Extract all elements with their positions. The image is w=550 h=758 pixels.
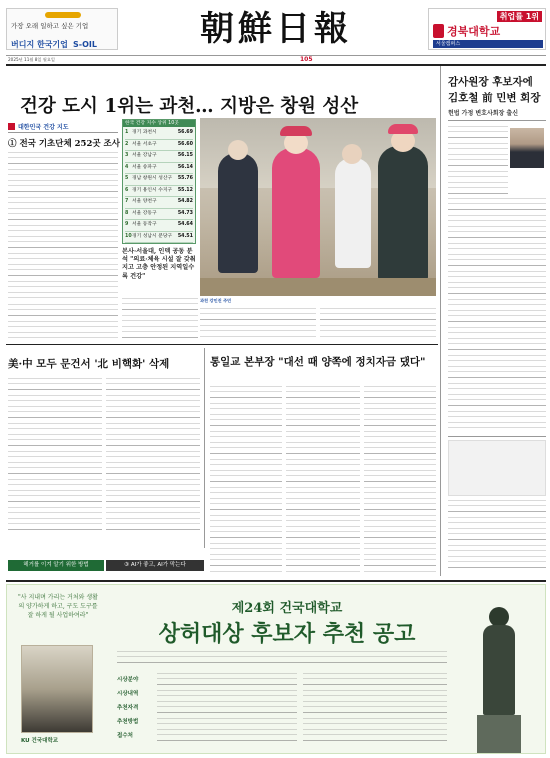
- ad-details-right: [303, 673, 447, 743]
- right-ad-top: 취업률 1위: [497, 11, 542, 22]
- ranking-name: 경남 창원시 성산구: [132, 176, 173, 181]
- statue-image: [477, 607, 521, 753]
- ranking-name: 서울 강동구: [132, 210, 157, 216]
- left-ad-line1: 가장 오래 일하고 싶은 기업: [11, 22, 89, 30]
- photo-caption: 과천 강인진 주민: [200, 298, 232, 303]
- issue-number: 105: [300, 56, 313, 63]
- ranking-rank: 6: [125, 187, 129, 193]
- ranking-rank: 8: [125, 210, 129, 216]
- right-ad-campus: 서울캠퍼스: [433, 40, 543, 48]
- side-portrait: [510, 128, 544, 168]
- banner-right-text: ③ AI가 좋고, AI가 막는다: [124, 562, 186, 568]
- ad-label: 시상내역: [117, 691, 139, 697]
- left-story-body-1: [8, 378, 102, 532]
- right-ad-name: 경북대학교: [447, 25, 501, 38]
- ad-event: 제24회 건국대학교: [231, 601, 343, 616]
- side-column-text: [448, 500, 546, 572]
- ad-quote: "사 지내며 가리는 거처와 생활의 양가하게 하고, 구도 도구를 잘 하게 될 사업하여라": [18, 594, 98, 619]
- ad-label: 접수처: [117, 733, 133, 739]
- ranking-table: [122, 119, 196, 244]
- ranking-name: 서울 양천구: [132, 199, 157, 204]
- ranking-name: 서울 강남구: [132, 153, 157, 158]
- ranking-row: [125, 197, 193, 209]
- ad-label: 추천자격: [117, 705, 139, 711]
- ad-label: 시상분야: [117, 677, 139, 683]
- banner-left-text: 헤거를 이겨 알기 위한 방법: [23, 562, 89, 568]
- ranking-title: 한국 건강 지수 상위 10곳: [123, 120, 195, 127]
- main-photo[interactable]: [200, 118, 436, 296]
- side-cartoon: [448, 440, 546, 496]
- ranking-row: [125, 151, 193, 163]
- ad-title[interactable]: 상허대상 후보자 추천 공고: [158, 621, 416, 647]
- s-oil-logo: S-OIL: [72, 40, 97, 49]
- right-story-body-2: [286, 386, 360, 576]
- ranking-row: [125, 140, 193, 152]
- ranking-rank: 3: [125, 153, 129, 158]
- ranking-row: [125, 163, 193, 175]
- left-masthead-ad[interactable]: [6, 8, 118, 50]
- main-headline[interactable]: 건강 도시 1위는 과천… 지방은 창원 성산: [20, 96, 359, 117]
- ranking-row: [125, 220, 193, 232]
- ranking-name: 경기 성남시 분당구: [132, 233, 173, 239]
- left-story-body-2: [106, 378, 200, 532]
- ad-photo: [21, 645, 93, 733]
- ad-label: 추천방법: [117, 719, 139, 725]
- ranking-score: 54.64: [177, 222, 193, 227]
- ranking-score: 56.14: [177, 164, 193, 170]
- ad-org: KU 건국대학교: [21, 738, 59, 744]
- ranking-name: 서울 송파구: [132, 164, 157, 170]
- ranking-score: 55.76: [177, 176, 193, 181]
- banner-right[interactable]: [106, 560, 204, 571]
- ranking-score: 55.12: [177, 187, 193, 193]
- university-logo-icon: [433, 24, 444, 38]
- main-body-text-2: [122, 298, 198, 338]
- ranking-row: [125, 232, 193, 244]
- main-subhead: ① 전국 기초단체 252곳 조사: [8, 139, 120, 149]
- ranking-score: 54.51: [177, 233, 193, 239]
- side-subhead: 헌법 가정 변호사회장 출신: [448, 110, 519, 117]
- section-label: 대한민국 건강 지도: [18, 124, 69, 131]
- ranking-score: 56.60: [177, 141, 193, 147]
- ranking-name: 서울 서초구: [132, 141, 157, 147]
- ranking-name: 서울 동작구: [132, 222, 157, 227]
- main-body-text-1: [8, 152, 118, 302]
- quote-headline[interactable]: 본사·서울대, 인덱 공동 분석 "의료·체육 시설 잘 갖춰지고 고층 안정된 지역일수록 건강": [122, 248, 196, 280]
- main-body-text-4: [320, 308, 436, 338]
- ranking-rank: 2: [125, 141, 129, 147]
- right-story-body-1: [210, 386, 282, 576]
- ranking-rank: 10: [125, 233, 132, 239]
- ad-intro-text: [117, 651, 447, 665]
- ranking-score: 56.15: [177, 153, 193, 158]
- right-story-headline[interactable]: 통일교 본부장 "대선 때 양쪽에 정치자금 댔다": [210, 356, 426, 368]
- side-headline[interactable]: 감사원장 후보자에: [448, 76, 533, 88]
- ranking-rank: 1: [125, 130, 129, 135]
- side-body-text: [448, 126, 508, 196]
- main-body-text-3: [200, 308, 316, 338]
- newspaper-title: 朝鮮日報: [200, 9, 352, 49]
- side-body-text-2: [448, 198, 546, 430]
- banner-left[interactable]: [8, 560, 104, 571]
- ranking-name: 경기 과천시: [132, 130, 157, 135]
- ranking-rank: 4: [125, 164, 129, 170]
- ranking-score: 56.69: [177, 130, 193, 135]
- university-ad[interactable]: [6, 584, 546, 754]
- main-body-text-5: [8, 304, 118, 338]
- ranking-row: [125, 186, 193, 198]
- left-ad-line2: 버디지 한국기업: [11, 40, 68, 49]
- ranking-row: [125, 128, 193, 140]
- right-masthead-ad[interactable]: [428, 8, 546, 50]
- dateline: 2025년 11월 8일 월요일: [8, 57, 55, 62]
- ranking-score: 54.82: [177, 199, 193, 204]
- ranking-rank: 9: [125, 222, 129, 227]
- ranking-score: 54.73: [177, 210, 193, 216]
- right-story-body-3: [364, 386, 436, 576]
- left-story-headline[interactable]: 美·中 모두 문건서 '北 비핵화' 삭제: [8, 358, 170, 370]
- ranking-row: [125, 209, 193, 221]
- ranking-rank: 7: [125, 199, 129, 204]
- side-headline-2[interactable]: 김호철 前 민변 회장: [448, 92, 541, 104]
- ranking-row: [125, 174, 193, 186]
- cross-icon: [8, 123, 15, 130]
- ranking-rank: 5: [125, 176, 129, 181]
- ad-details-left: [157, 673, 297, 743]
- ranking-name: 경기 용인시 수지구: [132, 187, 173, 193]
